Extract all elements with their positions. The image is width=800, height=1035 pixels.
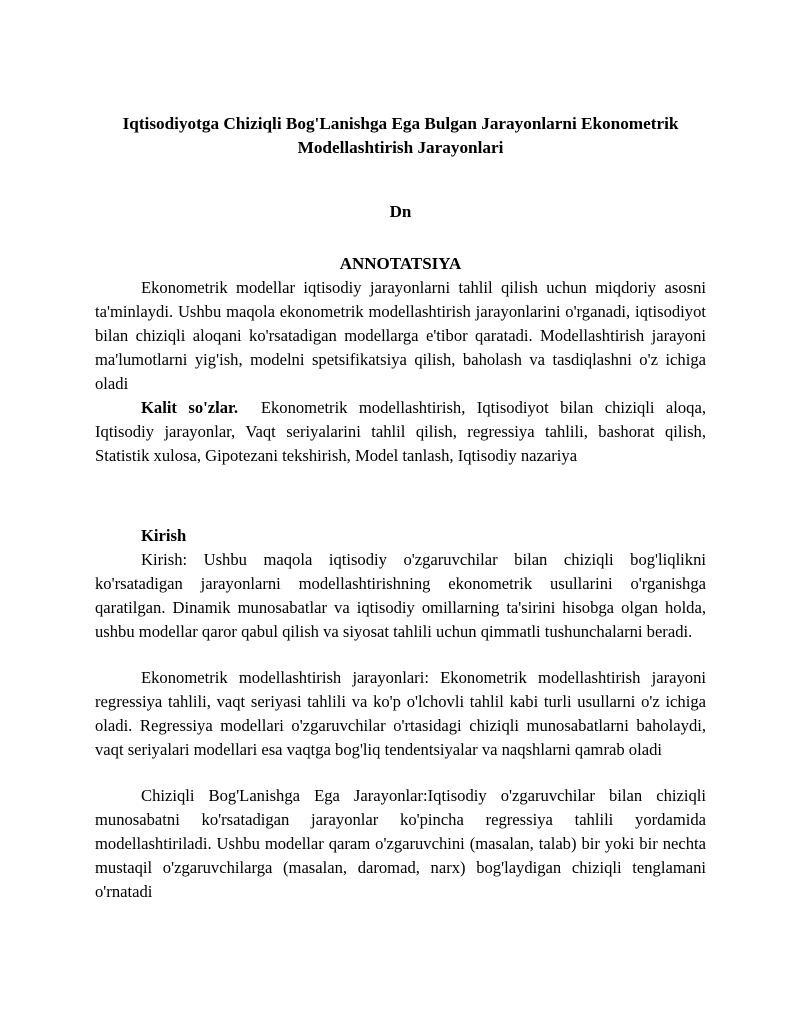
body-paragraph: Kirish: Ushbu maqola iqtisodiy o'zgaruvchilar bilan chiziqli bog'liqlikni ko'rsatadigan jarayonlarni modellashtirishning ekonometrik usullarini o'rganishga qaratilgan. Dinamik munosabatlar va iqtisodiy omillarning ta'sirini hisobga olgan holda, ushbu modellar qaror qabul qilish va siyosat tahlili uchun qimmatli tushunchalarni beradi. — [95, 550, 706, 641]
author-name: Dn — [389, 202, 412, 221]
keywords-paragraph — [95, 396, 706, 468]
abstract-text: Ekonometrik modellar iqtisodiy jarayonlarni tahlil qilish uchun miqdoriy asosni ta'minlaydi. Ushbu maqola ekonometrik modellashtirish jarayonlarini o'rganadi, iqtisodiyot bilan chiziqli aloqani ko'rsatadigan modellarga e'tibor qaratadi. Modellashtirish jarayoni ma'lumotlarni yig'ish, modelni spetsifikatsiya qilish, baholash va tasdiqlashni o'z ichiga oladi — [95, 278, 706, 393]
paper-page — [95, 112, 706, 904]
keywords-label: Kalit so'zlar. — [141, 398, 238, 417]
paper-title: Iqtisodiyotga Chiziqli Bog'Lanishga Ega Bulgan Jarayonlarni Ekonometrik Modellashtirish Jarayonlari — [122, 114, 679, 157]
keywords-text: Ekonometrik modellashtirish, Iqtisodiyot bilan chiziqli aloqa, Iqtisodiy jarayonlar, Vaqt seriyalarini tahlil qilish, regressiya tahlili, bashorat qilish, Statistik xulosa, Gipotezani tekshirish, Model tanlash, Iqtisodiy nazariya — [95, 398, 706, 465]
body-paragraph: Ekonometrik modellashtirish jarayonlari: Ekonometrik modellashtirish jarayoni regressiya tahlili, vaqt seriyasi tahlili va ko'p o'lchovli tahlil kabi turli usullarni o'z ichiga oladi. Regressiya modellari o'zgaruvchilar o'rtasidagi chiziqli munosabatlarni baholaydi, vaqt seriyalari modellari esa vaqtga bog'liq tendentsiyalar va naqshlarni qamrab oladi — [95, 668, 706, 759]
body-paragraph: Chiziqli Bog'Lanishga Ega Jarayonlar:Iqtisodiy o'zgaruvchilar bilan chiziqli munosabatni ko'rsatadigan jarayonlar ko'pincha regressiya tahlili yordamida modellashtiriladi. Ushbu modellar qaram o'zgaruvchini (masalan, talab) bir yoki bir nechta mustaqil o'zgaruvchilarga (masalan, daromad, narx) bog'laydigan chiziqli tenglamani o'rnatadi — [95, 786, 706, 901]
abstract-heading: ANNOTATSIYA — [339, 254, 462, 273]
section-heading-kirish: Kirish — [141, 526, 187, 545]
